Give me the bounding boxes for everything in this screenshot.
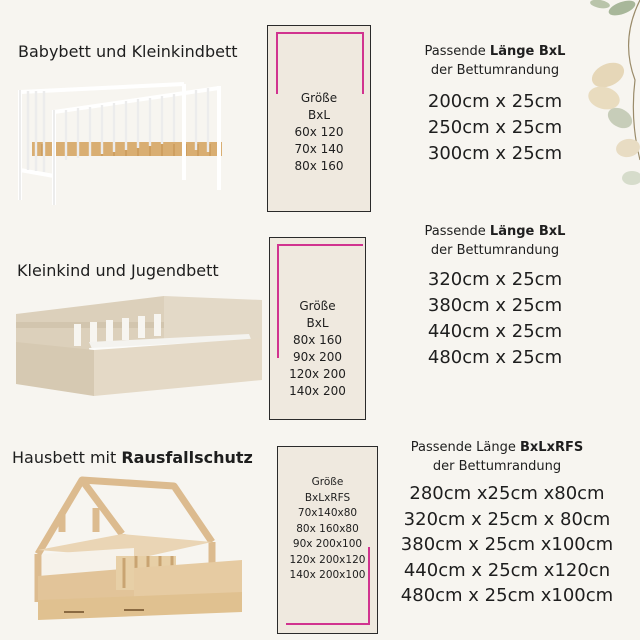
size-value: 60x 120: [294, 125, 344, 139]
size-value: 80x 160: [292, 333, 343, 347]
length-value: 300cm x 25cm: [427, 143, 563, 164]
length-values: [392, 481, 622, 609]
section-title-youth-bed: Kleinkind und Jugendbett: [17, 261, 219, 280]
size-value: 120x 200: [289, 367, 346, 381]
size-header: BxLxRFS: [304, 491, 351, 504]
length-value: 200cm x 25cm: [427, 91, 563, 112]
size-value: 70x140x80: [297, 507, 358, 519]
length-value: 380cm x 25cm x100cm: [400, 534, 614, 555]
length-value: 280cm x25cm x80cm: [409, 483, 605, 504]
size-box-youth-bed: [269, 237, 366, 420]
size-value: 140x 200x100: [289, 569, 366, 581]
size-header: BxL: [306, 316, 329, 330]
toddler-bed-image: [14, 292, 264, 402]
size-value: 120x 200x120: [289, 553, 366, 566]
length-value: 320cm x 25cm x 80cm: [403, 508, 611, 530]
length-values: [400, 267, 590, 371]
house-bed-image: [24, 472, 252, 622]
section-title-baby-bed: Babybett und Kleinkindbett: [18, 42, 238, 61]
length-values: [400, 89, 590, 167]
length-value: 480cm x 25cm x100cm: [400, 585, 614, 606]
size-value: 140x 200: [289, 384, 346, 398]
crib-image: [14, 80, 234, 210]
accent-corner: [276, 32, 364, 94]
size-value: 70x 140: [294, 142, 344, 156]
size-header: Größe: [299, 299, 336, 313]
size-header: Größe: [300, 91, 338, 105]
length-header: Passende Länge BxL der Bettumrandung: [424, 44, 566, 78]
size-value: 90x 200x100: [292, 538, 363, 550]
length-value: 380cm x 25cm: [427, 295, 563, 316]
length-header: Passende Länge BxLxRFS der Bettumrandung: [410, 440, 584, 474]
length-value: 440cm x 25cm: [427, 321, 563, 342]
length-value: 320cm x 25cm: [427, 269, 563, 290]
size-value: 80x 160x80: [296, 522, 359, 535]
size-header: BxL: [307, 108, 331, 122]
length-value: 440cm x 25cm x120cn: [403, 559, 611, 581]
size-value: 80x 160: [294, 159, 344, 173]
length-value: 480cm x 25cm: [427, 347, 563, 368]
section-title-house-bed: Hausbett mit Rausfallschutz: [12, 448, 253, 467]
length-header: Passende Länge BxL der Bettumrandung: [424, 224, 566, 258]
size-value: 90x 200: [292, 350, 343, 364]
length-value: 250cm x 25cm: [427, 117, 563, 138]
size-box-house-bed: [277, 446, 378, 634]
size-box-baby-bed: [267, 25, 371, 212]
size-header: Größe: [311, 476, 344, 488]
